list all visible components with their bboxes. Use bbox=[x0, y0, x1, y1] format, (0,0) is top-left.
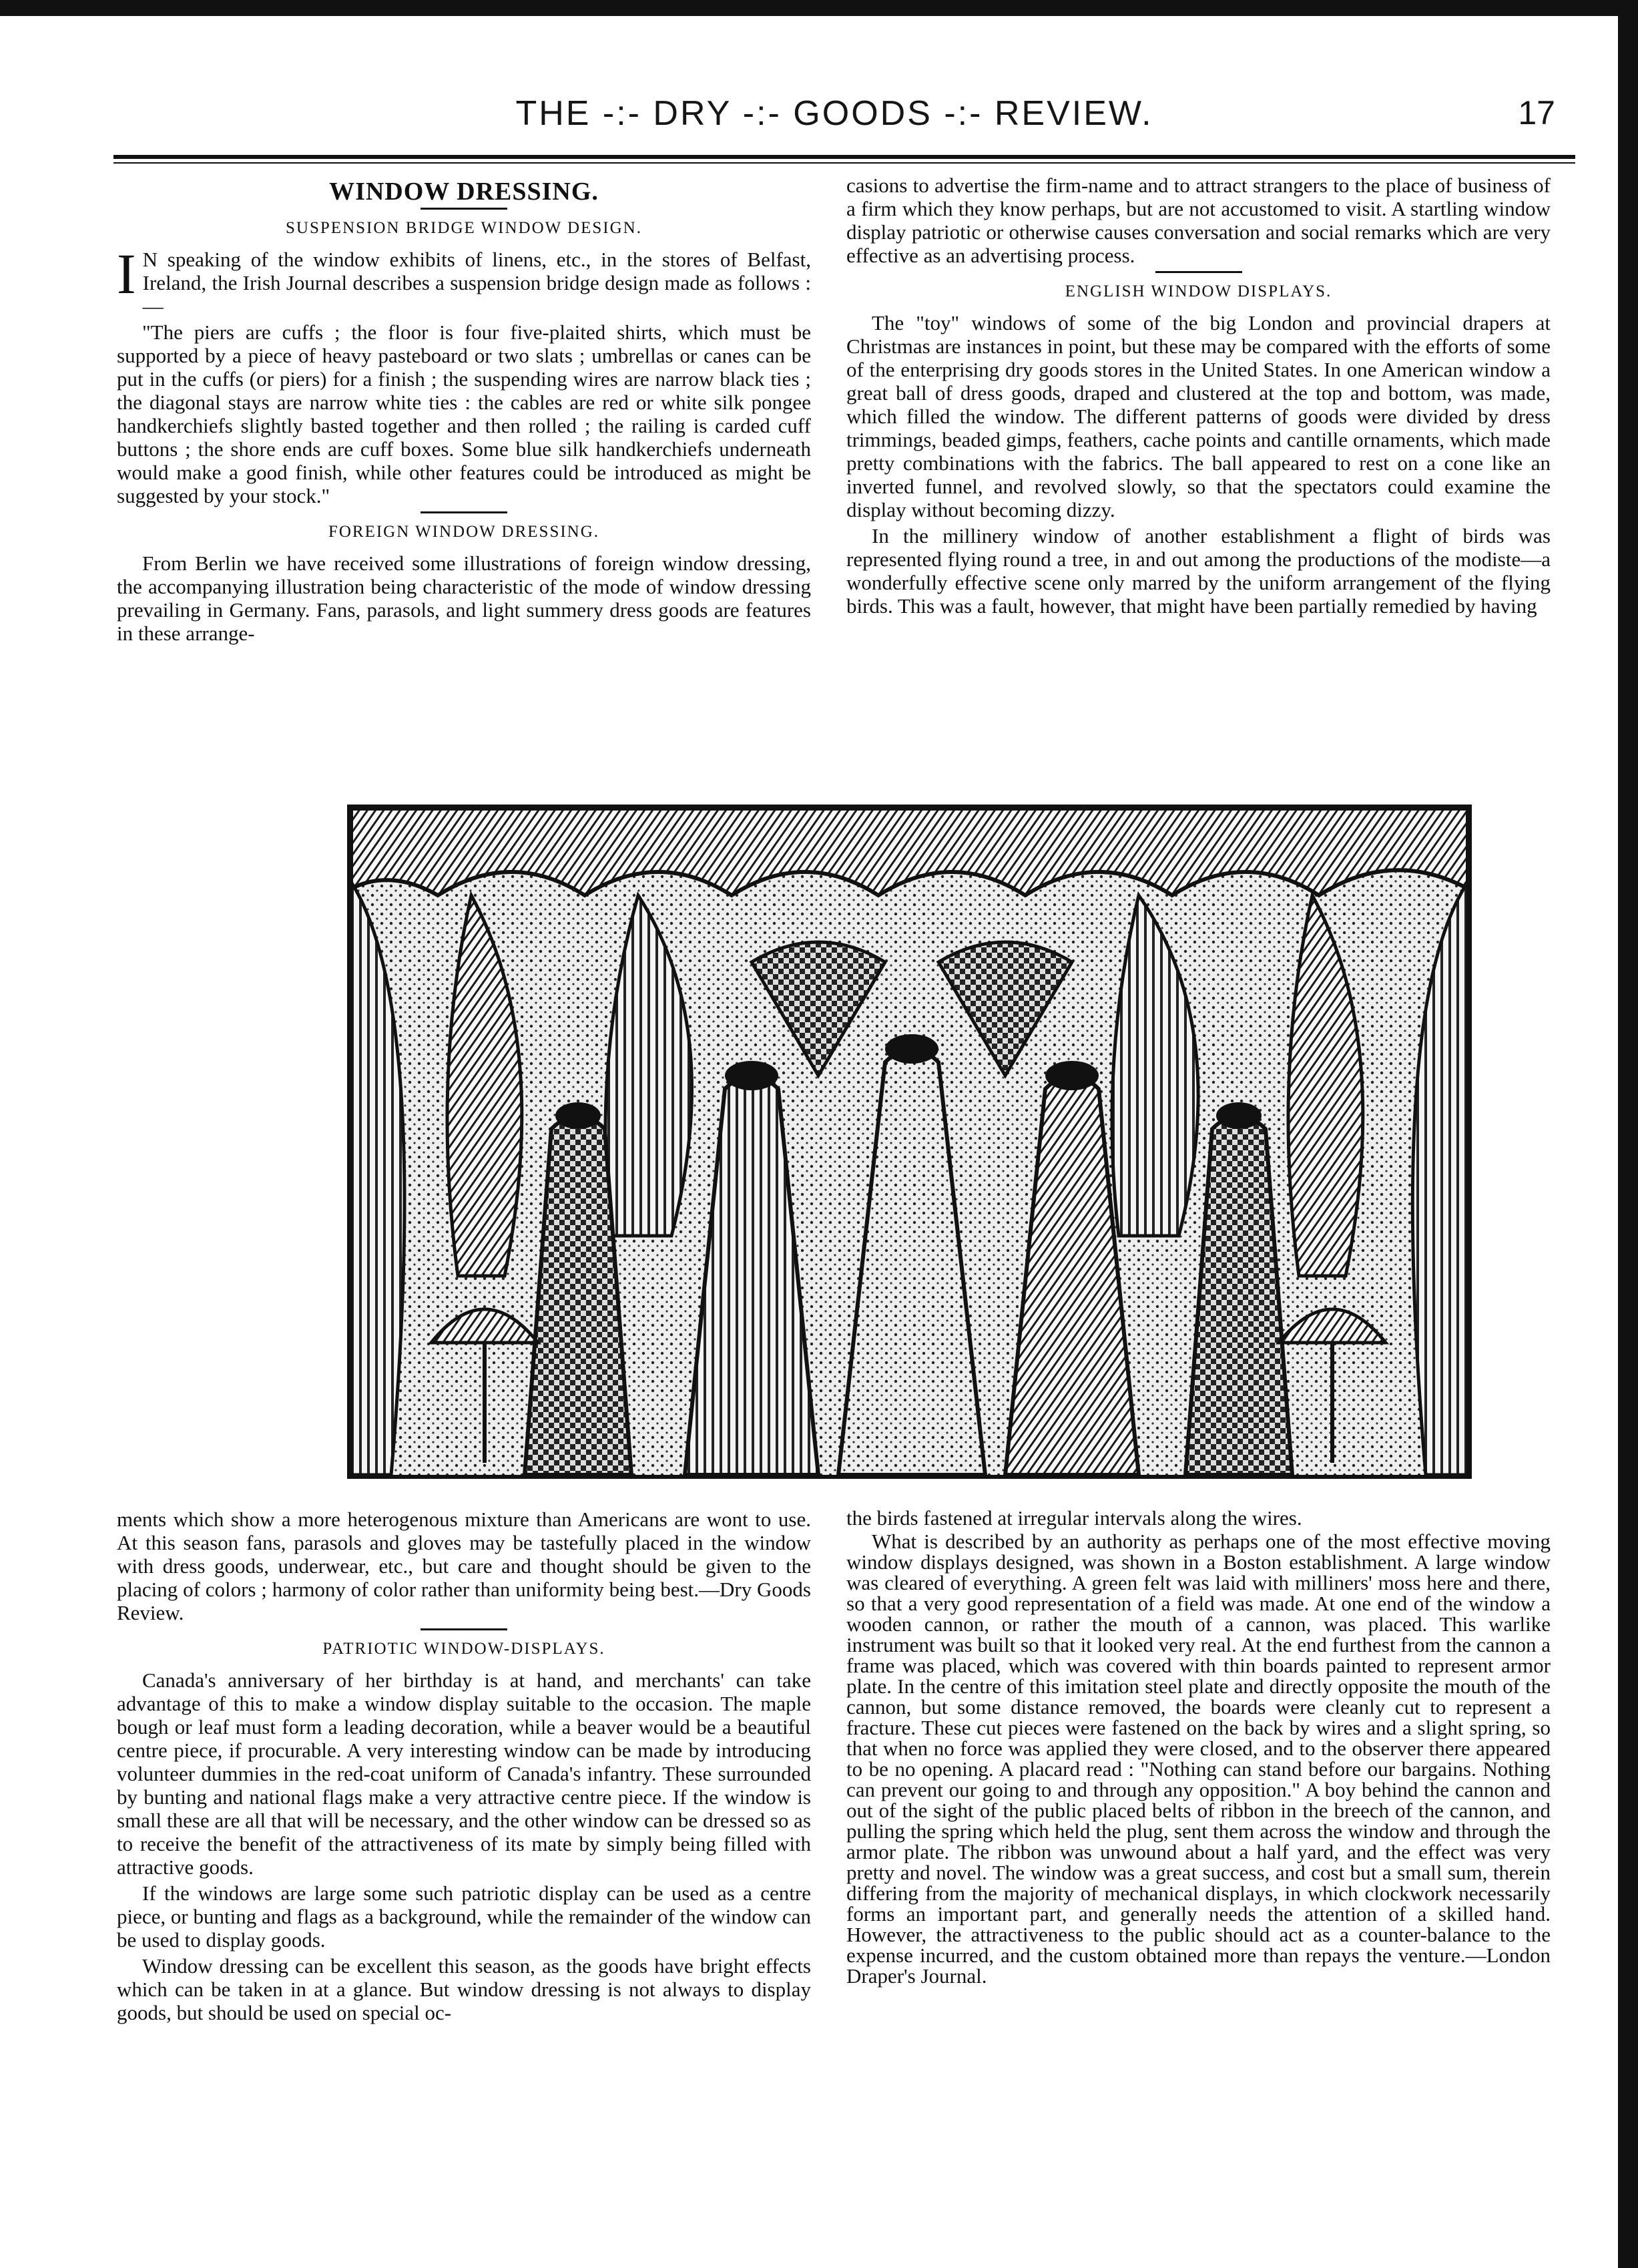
article-title: WINDOW DRESSING. bbox=[329, 178, 599, 206]
paragraph: If the windows are large some such patriotic display can be used as a centre piece, or bunting and flags as a background, while the remainder of the window can be used to display goods. bbox=[117, 1881, 811, 1952]
right-column-bottom bbox=[846, 1508, 1551, 1989]
header-rule-thin bbox=[113, 162, 1575, 164]
right-column-top bbox=[846, 174, 1551, 620]
paragraph: Canada's anniversary of her birthday is at hand, and merchants' can take advantage of this to make a window display suitable to the occasion. The maple bough or leaf must form a leading decoration, while a beaver would be a beautiful centre piece, if procurable. A very interesting window can be made by introducing volunteer dummies in the red-coat uniform of Canada's infantry. These surrounded by bunting and national flags make a very attractive centre piece. If the window is small these are all that will be necessary, and the other window can be dressed so as to receive the benefit of the attractiveness of its mate by simply being filled with attractive goods. bbox=[117, 1668, 811, 1879]
paragraph: What is described by an authority as perhaps one of the most effective moving window displays designed, was shown in a Boston establishment. A large window was cleared of everything. A green felt was laid with milliners' moss here and there, so that a very good representation of a field was made. At one end of the window a wooden cannon, or rather the mouth of a cannon, was placed. This warlike instrument was built so that it looked very real. At the end furthest from the cannon a frame was placed, which was covered with thin boards painted to represent armor plate. In the centre of this imitation steel plate and directly opposite the mouth of the cannon, but some distance removed, the boards were cleanly cut to represent a fracture. These cut pieces were fastened on the back by wires and a slight spring, so that when no force was applied they were closed, and to the observer there appeared to be no opening. A placard read : "Nothing can stand before our bargains. Nothing can prevent our going to and through any opposition." A boy behind the cannon and out of the sight of the public placed belts of ribbon in the breech of the cannon, and pulling the spring which held the plug, sent them across the window and through the armor plate. The ribbon was unwound about a half yard, and the effect was very pretty and novel. The window was a great success, and cost but a small sum, therein differing from the majority of mechanical displays, in which clockwork necessarily forms an important part, and generally needs the attention of a skilled hand. However, the attractiveness to the public should act as a counter-balance to the expense incurred, and the custom obtained more than repays the venture.—London Draper's Journal. bbox=[846, 1530, 1551, 1988]
page-right-border bbox=[1618, 0, 1638, 2268]
engraving-window-display-image bbox=[351, 809, 1468, 1475]
running-title: THE -:- DRY -:- GOODS -:- REVIEW. bbox=[515, 94, 1153, 133]
section-rule bbox=[421, 511, 507, 513]
drop-cap: I bbox=[117, 242, 136, 306]
paragraph: the birds fastened at irregular intervals along the wires. bbox=[846, 1506, 1302, 1530]
subhead-suspension-bridge: SUSPENSION BRIDGE WINDOW DESIGN. bbox=[286, 219, 642, 237]
left-column-bottom bbox=[117, 1508, 811, 2027]
paragraph: ments which show a more heterogenous mixture than Americans are wont to use. At this season fans, parasols and gloves may be tastefully placed in the window with dress goods, underwear, etc., but care and thought should be given to the placing of colors ; harmony of color rather than uniformity being best.—Dry Goods Review. bbox=[117, 1508, 811, 1624]
paragraph: In the millinery window of another establishment a flight of birds was represented flying round a tree, in and out among the productions of the modiste—a wonderfully effective scene only marred by the uniform arrangement of the flying birds. This was a fault, however, that might have been partially remedied by having bbox=[846, 524, 1551, 618]
paragraph: The "toy" windows of some of the big London and provincial drapers at Christmas are instances in point, but these may be compared with the efforts of some of the enterprising dry goods stores in the United States. In one American window a great ball of dress goods, draped and clustered at the top and bottom, was made, which filled the window. The different patterns of goods were divided by dress trimmings, beaded gimps, feathers, cache points and cantille ornaments, which made pretty combinations with the fabrics. The ball appeared to rest on a cone like an inverted funnel, and revolved slowly, so that the spectators could examine the display without becoming dizzy. bbox=[846, 311, 1551, 521]
section-rule bbox=[421, 1628, 507, 1630]
title-rule bbox=[421, 208, 507, 210]
page-number: 17 bbox=[1518, 94, 1555, 132]
subhead-foreign-window: FOREIGN WINDOW DRESSING. bbox=[328, 523, 600, 541]
running-header bbox=[113, 93, 1555, 154]
paragraph-text: N speaking of the window exhibits of linens, etc., in the stores of Belfast, Ireland, the Irish Journal describes a suspension bridge design made as follows :— bbox=[142, 248, 811, 318]
paragraph: casions to advertise the firm-name and to attract strangers to the place of business of a firm which they know perhaps, but are not accustomed to visit. A startling window display patriotic or otherwise causes conversation and social remarks which are very effective as an advertising process. bbox=[846, 174, 1551, 267]
paragraph: Window dressing can be excellent this season, as the goods have bright effects which can be taken in at a glance. But window dressing is not always to display goods, but should be used on special oc- bbox=[117, 1954, 811, 2024]
subhead-english-window: ENGLISH WINDOW DISPLAYS. bbox=[1065, 282, 1332, 300]
paragraph-quote: "The piers are cuffs ; the floor is four five-plaited shirts, which must be supported by a piece of heavy pasteboard or two slats ; umbrellas or canes can be put in the cuffs (or piers) for a finish ; the suspending wires are narrow black ties ; the diagonal stays are narrow white ties : the cables are red or white silk pongee handkerchiefs slightly basted together and then rolled ; the railing is carded cuff buttons ; the shore ends are cuff boxes. Some blue silk handkerchiefs underneath would make a good finish, while other features could be introduced as might be suggested by your stock." bbox=[117, 320, 811, 507]
paragraph: From Berlin we have received some illustrations of foreign window dressing, the accompanying illustration being characteristic of the mode of window dressing prevailing in Germany. Fans, parasols, and light summery dress goods are features in these arrange- bbox=[117, 551, 811, 645]
paragraph bbox=[117, 242, 811, 318]
header-rule bbox=[113, 155, 1575, 159]
window-display-illustration bbox=[347, 805, 1472, 1479]
page-top-border bbox=[0, 0, 1638, 16]
subhead-patriotic: PATRIOTIC WINDOW-DISPLAYS. bbox=[322, 1640, 605, 1658]
left-column-top bbox=[117, 174, 811, 648]
section-rule bbox=[1155, 271, 1242, 273]
